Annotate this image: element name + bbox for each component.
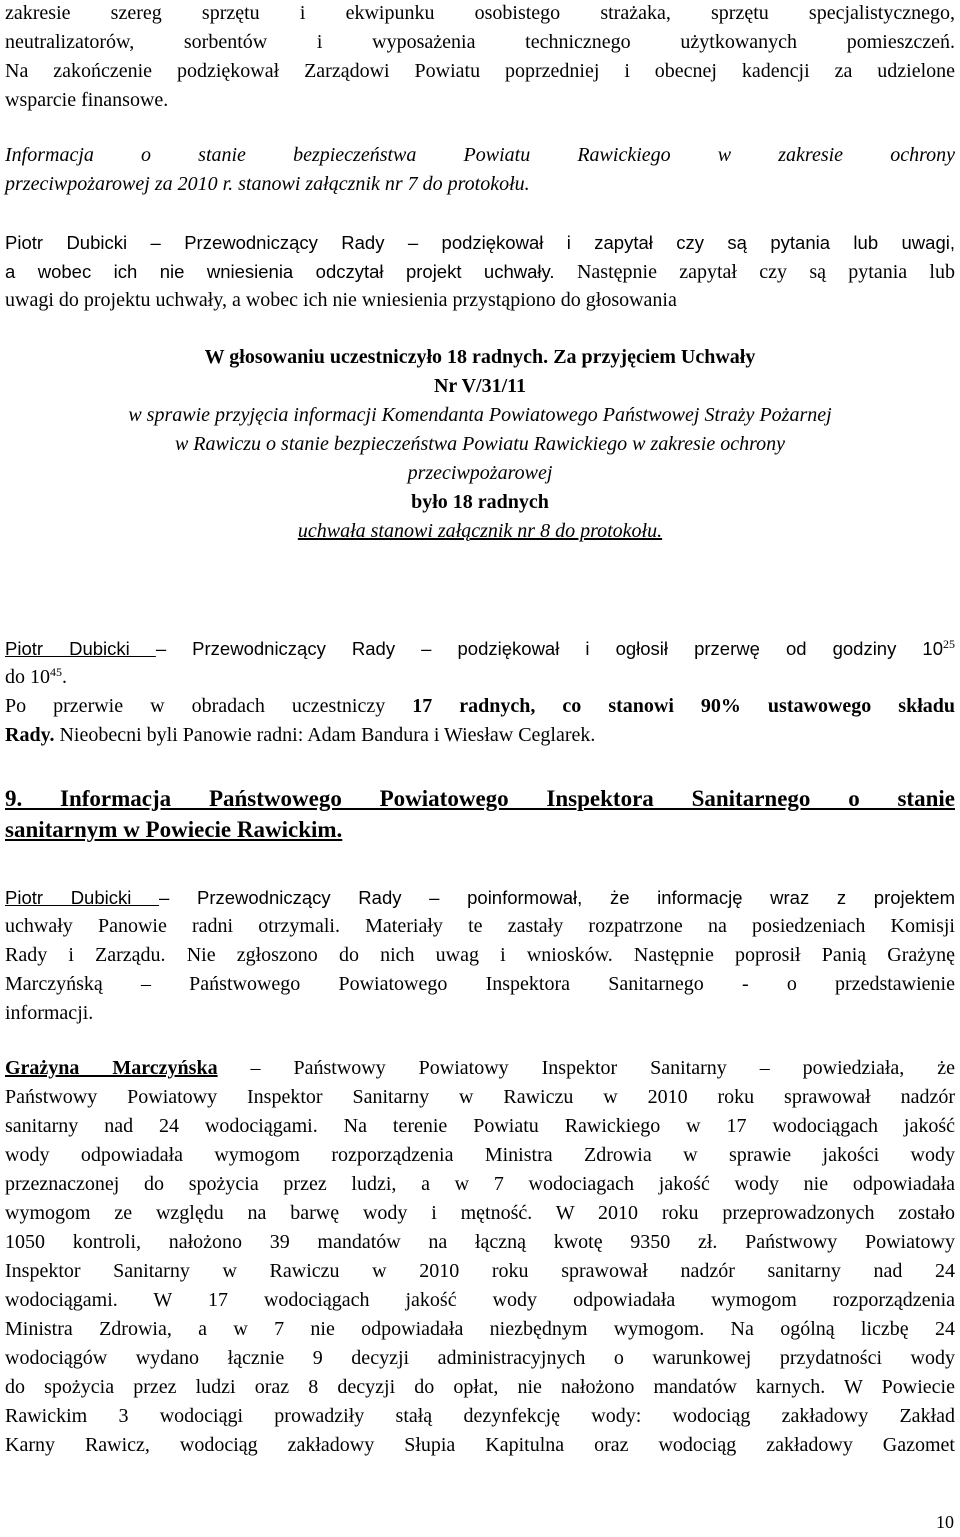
speaker-name: Piotr Dubicki [5, 232, 128, 253]
text-line: neutralizatorów, sorbentów i wyposażenia technicznego użytkowanych pomieszczeń. [5, 31, 955, 53]
speaker-paragraph-dubicki-2 [5, 883, 955, 1028]
section-heading-9 [5, 783, 955, 845]
time-superscript: 45 [50, 665, 62, 679]
speaker-name: Piotr Dubicki [5, 887, 160, 908]
speaker-paragraph-dubicki-1 [5, 228, 955, 315]
text-line: Po przerwie w obradach uczestniczy [5, 695, 413, 717]
text-line: przeznaczonej do spożycia przez ludzi, a w 7 wodociagach jakość wody nie odpowiadała [5, 1173, 955, 1195]
text-line: Inspektor Sanitarny w Rawiczu w 2010 roku sprawował nadzór sanitarny nad 24 [5, 1260, 955, 1282]
text-line: Rady i Zarządu. Nie zgłoszono do nich uwag i wniosków. Następnie poprosił Panią Grażynę [5, 944, 955, 966]
text-line: wsparcie finansowe. [5, 89, 169, 111]
text-line: Informacja o stanie bezpieczeństwa Powiatu Rawickiego w zakresie ochrony [5, 144, 955, 166]
text-line: – Przewodniczący Rady – poinformował, że informację wraz z projektem [159, 887, 956, 908]
speaker-name: Grażyna Marczyńska [5, 1057, 218, 1079]
text-line: sanitarny nad 24 wodociągami. Na terenie Powiatu Rawickiego w 17 wodociągach jakość [5, 1115, 955, 1137]
text-line: zakresie szereg sprzętu i ekwipunku osobistego strażaka, sprzętu specjalistycznego, [5, 2, 955, 24]
text-line: Państwowy Powiatowy Inspektor Sanitarny w Rawiczu w 2010 roku sprawował nadzór [5, 1086, 955, 1108]
heading-line: sanitarnym w Powiecie Rawickim. [5, 817, 343, 842]
text-line: wymogom ze względu na barwę wody i mętność. W 2010 roku przeprowadzonych zostało [5, 1202, 955, 1224]
text-line: Na zakończenie podziękował Zarządowi Powiatu poprzedniej i obecnej kadencji za udzielone [5, 60, 955, 82]
speaker-name: Piotr Dubicki [5, 638, 156, 659]
heading-line: 9. Informacja Państwowego Powiatowego Inspektora Sanitarnego o stanie [5, 786, 955, 811]
attendance: 17 radnych, co stanowi 90% ustawowego składu [412, 695, 956, 717]
text-line: – Przewodniczący Rady – podziękował i ogłosił przerwę od godziny 10 [155, 638, 943, 659]
text-line: Marczyńską – Państwowego Powiatowego Inspektora Sanitarnego - o przedstawienie [5, 973, 955, 995]
resolution-number: Nr V/31/11 [433, 375, 527, 397]
text-line: a wobec ich nie wniesienia odczytał projekt uchwały. [5, 261, 577, 282]
text-line: Rawickim 3 wodociągi prowadziły stałą dezynfekcję wody: wodociąg zakładowy Zakład [5, 1405, 955, 1427]
text-line: – Państwowy Powiatowy Inspektor Sanitarny – powiedziała, że [217, 1057, 956, 1079]
time-superscript: 25 [943, 637, 955, 651]
text-line: 1050 kontroli, nałożono 39 mandatów na łączną kwotę 9350 zł. Państwowy Powiatowy [5, 1231, 955, 1253]
text-line: uwagi do projektu uchwały, a wobec ich nie wniesienia przystąpiono do głosowania [5, 289, 677, 311]
text-line: do 10 [5, 666, 50, 688]
resolution-title: w sprawie przyjęcia informacji Komendanta Powiatowego Państwowej Straży Pożarnej [128, 404, 832, 426]
text-line: wody odpowiadała wymogom rozporządzenia Ministra Zdrowia w sprawie jakości wody [5, 1144, 955, 1166]
text-line: przeciwpożarowej za 2010 r. stanowi załącznik nr 7 do protokołu. [5, 173, 530, 195]
vote-result [5, 343, 955, 546]
text-line: Następnie zapytał czy są pytania lub [576, 261, 955, 283]
resolution-title: przeciwpożarowej [407, 462, 553, 484]
page-number: 10 [936, 1512, 954, 1532]
text-line: wodociągów wydano łącznie 9 decyzji administracyjnych o warunkowej przydatności wody [5, 1347, 955, 1369]
text-line: Rady. [5, 724, 55, 746]
text-line: informacji. [5, 1002, 94, 1024]
resolution-title: w Rawiczu o stanie bezpieczeństwa Powiatu Rawickiego w zakresie ochrony [174, 433, 786, 455]
vote-for: było 18 radnych [411, 491, 549, 513]
speaker-paragraph-break [5, 634, 955, 750]
text-line: Za przyjęciem Uchwały [548, 346, 756, 368]
speaker-paragraph-marczynska [5, 1054, 955, 1460]
attachment-note: uchwała stanowi załącznik nr 8 do protokołu. [297, 520, 663, 542]
vote-count: W głosowaniu uczestniczyło 18 radnych. [204, 346, 549, 368]
text-line: – Przewodniczący Rady – podziękował i zapytał czy są pytania lub uwagi, [127, 232, 955, 253]
text-line: uchwały Panowie radni otrzymali. Materiały te zastały rozpatrzone na posiedzeniach Komisji [5, 915, 955, 937]
text-line: Karny Rawicz, wodociąg zakładowy Słupia Kapitulna oraz wodociąg zakładowy Gazomet [5, 1434, 955, 1456]
attachment-note [5, 141, 955, 199]
text-line: Ministra Zdrowia, a w 7 nie odpowiadała niezbędnym wymogom. Na ogólną liczbę 24 [5, 1318, 955, 1340]
text-line: wodociągami. W 17 wodociągach jakość wody odpowiadała wymogom rozporządzenia [5, 1289, 955, 1311]
intro-paragraph [5, 0, 955, 115]
text-line: . [62, 666, 67, 688]
absentees: Nieobecni byli Panowie radni: Adam Bandura i Wiesław Ceglarek. [54, 724, 596, 746]
text-line: do spożycia przez ludzi oraz 8 decyzji do opłat, nie nałożono mandatów karnych. W Powiecie [5, 1376, 955, 1398]
